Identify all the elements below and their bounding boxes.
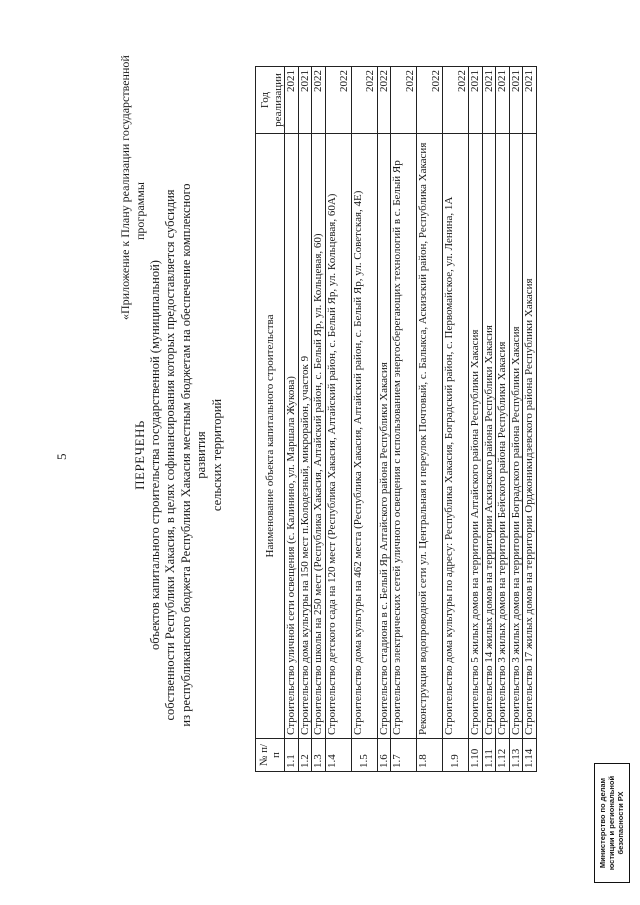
table-row — [496, 67, 510, 772]
heading-line-1: объектов капитального строительства государственной (муниципальной) — [147, 260, 162, 650]
row-num: 1.3 — [312, 739, 326, 772]
table-header-row — [256, 67, 285, 772]
row-year: 2022 — [377, 67, 391, 134]
heading-line-3: из республиканского бюджета Республики Хакасия местным бюджетам на обеспечение комплексного развития — [178, 183, 208, 727]
row-year: 2022 — [325, 67, 351, 134]
row-year: 2022 — [443, 67, 469, 134]
row-name: Строительство 17 жилых домов на территории Орджоникидзевского района Республики Хакасия — [523, 134, 537, 739]
appendix-line-2: программы — [133, 182, 147, 240]
stamp-line-1: Министерство по делам — [598, 777, 607, 869]
row-name: Строительство детского сада на 120 мест (Республика Хакасия, Алтайский район, с. Белый Яр, ул. Кольцевая, 60А) — [325, 134, 351, 739]
row-year: 2021 — [285, 67, 299, 134]
table-row — [482, 67, 496, 772]
row-num: 1.14 — [523, 739, 537, 772]
row-num: 1.5 — [351, 739, 377, 772]
row-name: Строительство 5 жилых домов на территории Алтайского района Республики Хакасия — [469, 134, 483, 739]
header-year: Год реализации — [256, 67, 285, 134]
row-name: Строительство дома культуры на 462 места (Республика Хакасия, Алтайский район, с. Белый Яр, ул. Советская, 4Е) — [351, 134, 377, 739]
header-name: Наименование объекта капитального строительства — [256, 134, 285, 739]
row-year: 2021 — [298, 67, 312, 134]
row-year: 2021 — [509, 67, 523, 134]
page-number: 5 — [54, 453, 69, 460]
row-num: 1.11 — [482, 739, 496, 772]
table-row — [523, 67, 537, 772]
stamp-line-2: юстиции и региональной — [607, 775, 616, 871]
row-num: 1.12 — [496, 739, 510, 772]
row-num: 1.6 — [377, 739, 391, 772]
table-row — [298, 67, 312, 772]
row-name: Строительство 14 жилых домов на территории Аскизского района Республики Хакасия — [482, 134, 496, 739]
heading-title: ПЕРЕЧЕНЬ — [132, 420, 147, 490]
row-year: 2022 — [417, 67, 443, 134]
table-row — [509, 67, 523, 772]
document-heading — [132, 175, 225, 735]
registration-stamp — [594, 763, 630, 883]
row-name: Строительство школы на 250 мест (Республика Хакасия, Алтайский район, с. Белый Яр, ул. Кольцевая, 60) — [312, 134, 326, 739]
row-num: 1.1 — [285, 739, 299, 772]
row-num: 1.9 — [443, 739, 469, 772]
row-num: 1.10 — [469, 739, 483, 772]
row-year: 2021 — [496, 67, 510, 134]
stamp-line-3: безопасности РХ — [616, 791, 625, 855]
table-row — [391, 67, 417, 772]
row-name: Строительство электрических сетей уличного освещения с использованием энергосберегающих технологий в с. Белый Яр — [391, 134, 417, 739]
table-row — [285, 67, 299, 772]
row-year: 2022 — [391, 67, 417, 134]
row-year: 2021 — [482, 67, 496, 134]
row-name: Строительство 3 жилых домов на территории Бейского района Республики Хакасия — [496, 134, 510, 739]
row-name: Строительство дома культуры по адресу: Республика Хакасия, Боградский район, с. Первомайское, ул. Ленина, 1А — [443, 134, 469, 739]
table-row — [469, 67, 483, 772]
header-num: № п/п — [256, 739, 285, 772]
row-year: 2021 — [469, 67, 483, 134]
row-year: 2022 — [312, 67, 326, 134]
heading-line-2: собственности Республики Хакасия, в целях софинансирования которых предоставляется субсидия — [163, 189, 177, 721]
row-num: 1.2 — [298, 739, 312, 772]
appendix-line-1: «Приложение к Плану реализации государственной — [118, 55, 132, 320]
row-year: 2021 — [523, 67, 537, 134]
row-num: 1.8 — [417, 739, 443, 772]
table-row — [312, 67, 326, 772]
objects-table — [255, 66, 537, 772]
table-row — [325, 67, 351, 772]
row-name: Строительство дома культуры на 150 мест п.Колодезный, микрорайон, участок 9 — [298, 134, 312, 739]
row-name: Реконструкция водопроводной сети ул. Центральная и переулок Почтовый, с. Балыкса, Аскизский район, Республика Хакасия — [417, 134, 443, 739]
row-year: 2022 — [351, 67, 377, 134]
table-row — [351, 67, 377, 772]
row-name: Строительство 3 жилых домов на территории Боградского района Республики Хакасия — [509, 134, 523, 739]
row-name: Строительство уличной сети освещения (с. Калинино, ул. Маршала Жукова) — [285, 134, 299, 739]
table-row — [417, 67, 443, 772]
row-num: 1.4 — [325, 739, 351, 772]
row-num: 1.13 — [509, 739, 523, 772]
heading-line-4: сельских территорий — [209, 398, 224, 512]
table-row — [443, 67, 469, 772]
row-num: 1.7 — [391, 739, 417, 772]
table-row — [377, 67, 391, 772]
row-name: Строительство стадиона в с. Белый Яр Алтайского района Республики Хакасия — [377, 134, 391, 739]
